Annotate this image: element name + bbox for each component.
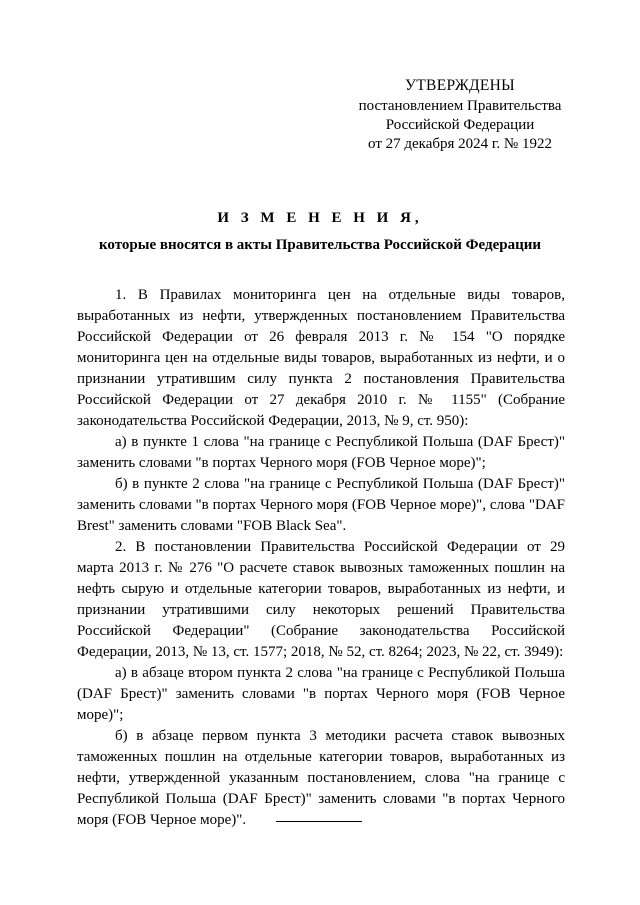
- title-main: И З М Е Н Е Н И Я,: [217, 210, 423, 226]
- paragraph: б) в абзаце первом пункта 3 методики расчета ставок вывозных таможенных пошлин на отдельные категории товаров, выработанных из нефти, утвержденной указанным постановлением, слова "на границе с Республикой Польша (DAF Брест)" заменить словами "в портах Черного моря (FOB Черное море)".: [77, 728, 565, 828]
- end-divider: [276, 821, 362, 822]
- approval-stamp: [330, 76, 590, 154]
- document-body: [77, 285, 565, 831]
- paragraph: а) в абзаце втором пункта 2 слова "на границе с Республикой Польша (DAF Брест)" заменить словами "в портах Черного моря (FOB Черное море)";: [77, 665, 565, 723]
- paragraph: а) в пункте 1 слова "на границе с Республикой Польша (DAF Брест)" заменить словами "в портах Черного моря (FOB Черное море)";: [77, 434, 565, 471]
- approval-line: постановлением Правительства: [358, 98, 562, 114]
- document-title: [0, 210, 640, 254]
- paragraph: 2. В постановлении Правительства Российской Федерации от 29 марта 2013 г. № 276 "О расчете ставок вывозных таможенных пошлин на нефть сырую и отдельные категории товаров, выработанных из нефти, и признании утратившими силу некоторых решений Правительства Российской Федерации" (Собрание законодательства Российской Федерации, 2013, № 13, ст. 1577; 2018, № 52, ст. 8264; 2023, № 22, ст. 3949):: [77, 539, 565, 660]
- approval-line: от 27 декабря 2024 г. № 1922: [368, 136, 552, 152]
- approval-line: Российской Федерации: [385, 117, 535, 133]
- paragraph: б) в пункте 2 слова "на границе с Республикой Польша (DAF Брест)" заменить словами "в портах Черного моря (FOB Черное море)", слова "DAF Brest" заменить словами "FOB Black Sea".: [77, 476, 565, 534]
- approval-heading: УТВЕРЖДЕНЫ: [405, 77, 515, 94]
- title-subtitle: которые вносятся в акты Правительства Российской Федерации: [98, 237, 542, 253]
- paragraph: 1. В Правилах мониторинга цен на отдельные виды товаров, выработанных из нефти, утвержденных постановлением Правительства Российской Федерации от 26 февраля 2013 г. № 154 "О порядке мониторинга цен на отдельные виды товаров, выработанных из нефти, и о признании утратившим силу пункта 2 постановления Правительства Российской Федерации от 27 декабря 2010 г. № 1155" (Собрание законодательства Российской Федерации, 2013, № 9, ст. 950):: [77, 287, 565, 429]
